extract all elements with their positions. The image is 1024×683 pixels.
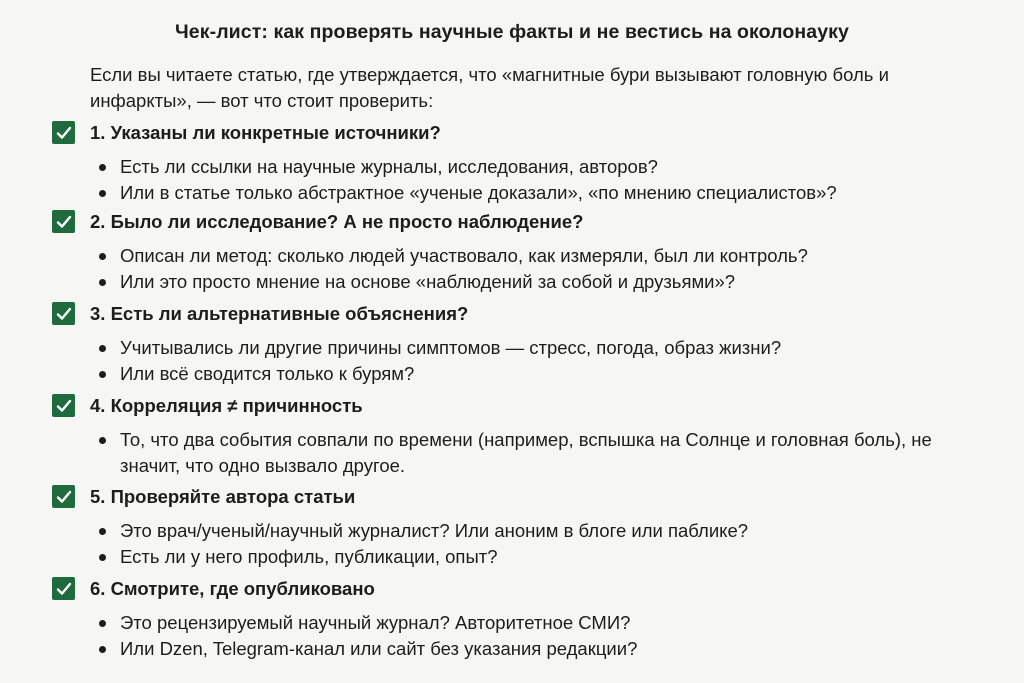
list-item: Или это просто мнение на основе «наблюдений за собой и друзьями»? xyxy=(98,269,978,295)
list-item: То, что два события совпали по времени (например, вспышка на Солнце и головная боль), не значит, что одно вызвало другое. xyxy=(98,427,978,479)
checkmark-icon xyxy=(52,394,75,417)
bullet-list xyxy=(98,518,978,570)
list-item: Или всё сводится только к бурям? xyxy=(98,361,978,387)
bullet-list xyxy=(98,154,978,206)
section-heading: 6. Смотрите, где опубликовано xyxy=(90,578,375,599)
section-heading: 3. Есть ли альтернативные объяснения? xyxy=(90,303,469,324)
bullet-list xyxy=(98,610,978,662)
list-item: Или в статье только абстрактное «ученые доказали», «по мнению специалистов»? xyxy=(98,180,978,206)
checkmark-icon xyxy=(52,302,75,325)
section-heading: 1. Указаны ли конкретные источники? xyxy=(90,122,441,143)
intro-text: Если вы читаете статью, где утверждается, что «магнитные бури вызывают головную боль и инфаркты», — вот что стоит проверить: xyxy=(90,64,889,111)
list-item: Это рецензируемый научный журнал? Авторитетное СМИ? xyxy=(98,610,978,636)
checkmark-icon xyxy=(52,485,75,508)
bullet-list xyxy=(98,427,978,479)
section-heading: 5. Проверяйте автора статьи xyxy=(90,486,356,507)
list-item: Или Dzen, Telegram-канал или сайт без указания редакции? xyxy=(98,636,978,662)
list-item: Учитывались ли другие причины симптомов — стресс, погода, образ жизни? xyxy=(98,335,978,361)
checkmark-icon xyxy=(52,121,75,144)
checkmark-icon xyxy=(52,210,75,233)
page-title: Чек-лист: как проверять научные факты и не вестись на околонауку xyxy=(175,21,849,43)
section-heading: 4. Корреляция ≠ причинность xyxy=(90,395,363,416)
list-item: Есть ли ссылки на научные журналы, исследования, авторов? xyxy=(98,154,978,180)
list-item: Есть ли у него профиль, публикации, опыт? xyxy=(98,544,978,570)
list-item: Описан ли метод: сколько людей участвовало, как измеряли, был ли контроль? xyxy=(98,243,978,269)
list-item: Это врач/ученый/научный журналист? Или аноним в блоге или паблике? xyxy=(98,518,978,544)
bullet-list xyxy=(98,243,978,295)
checkmark-icon xyxy=(52,577,75,600)
bullet-list xyxy=(98,335,978,387)
section-heading: 2. Было ли исследование? А не просто наблюдение? xyxy=(90,211,584,232)
